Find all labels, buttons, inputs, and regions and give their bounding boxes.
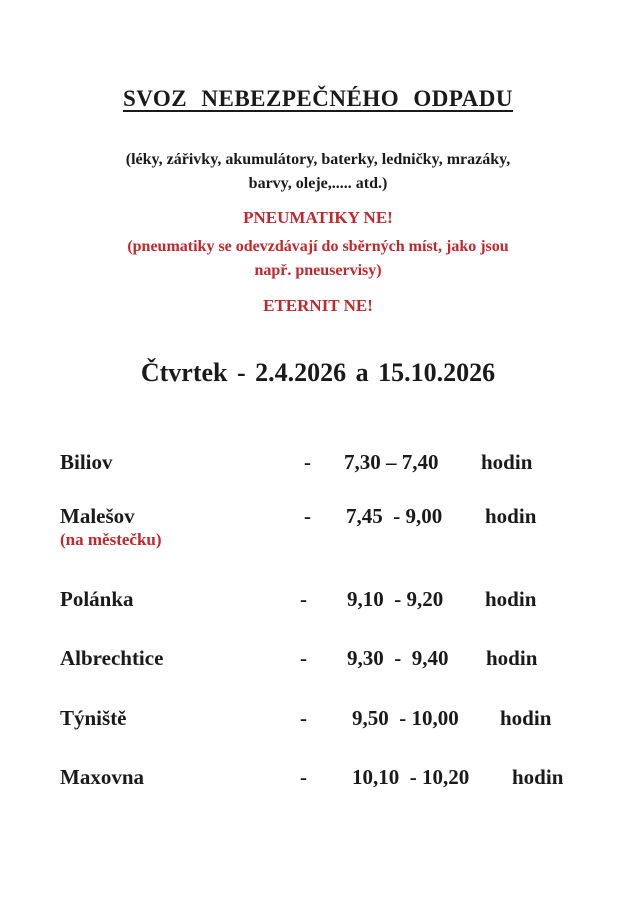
schedule-time: 9,10 - 9,20 [347, 587, 444, 611]
schedule-dash: - [304, 504, 311, 528]
schedule-row [0, 706, 636, 736]
waste-examples-line-2: barvy, oleje,..... atd.) [248, 175, 388, 192]
schedule-place: Albrechtice [60, 646, 164, 670]
page-title [0, 86, 636, 112]
schedule-row [0, 450, 636, 480]
schedule-time: 9,30 - 9,40 [347, 646, 449, 670]
schedule-dash: - [300, 706, 307, 730]
schedule-row [0, 765, 636, 795]
schedule-place: Polánka [60, 587, 134, 611]
waste-examples [60, 148, 576, 196]
schedule-place: Biliov [60, 450, 113, 474]
schedule-row [0, 646, 636, 676]
schedule-time: 9,50 - 10,00 [352, 706, 459, 730]
schedule-unit: hodin [481, 450, 533, 474]
schedule-dash: - [300, 646, 307, 670]
warning-tires: PNEUMATIKY NE! [243, 208, 393, 227]
schedule-dash: - [300, 765, 307, 789]
warning-tires-note [60, 235, 576, 283]
schedule-time: 10,10 - 10,20 [352, 765, 470, 789]
warning-tires-note-line-2: např. pneuservisy) [254, 262, 382, 279]
warning-eternit: ETERNIT NE! [263, 296, 373, 315]
schedule-row [0, 587, 636, 617]
waste-examples-line-1: (léky, zářivky, akumulátory, baterky, ledničky, mrazáky, [125, 151, 511, 168]
schedule-place-note: (na městečku) [60, 530, 162, 549]
schedule-place: Malešov [60, 504, 135, 528]
schedule-unit: hodin [485, 504, 537, 528]
schedule-place: Maxovna [60, 765, 144, 789]
schedule-dash: - [304, 450, 311, 474]
schedule-time: 7,30 – 7,40 [344, 450, 439, 474]
collection-date: Čtvrtek - 2.4.2026 a 15.10.2026 [140, 358, 496, 387]
schedule-unit: hodin [500, 706, 552, 730]
warning-tires-note-line-1: (pneumatiky se odevzdávají do sběrných míst, jako jsou [127, 238, 509, 255]
schedule-unit: hodin [486, 646, 538, 670]
schedule-place: Týniště [60, 706, 127, 730]
schedule-time: 7,45 - 9,00 [346, 504, 443, 528]
page-title-text: SVOZ NEBEZPEČNÉHO ODPADU [122, 86, 514, 111]
schedule-unit: hodin [512, 765, 564, 789]
schedule-dash: - [300, 587, 307, 611]
schedule-unit: hodin [485, 587, 537, 611]
